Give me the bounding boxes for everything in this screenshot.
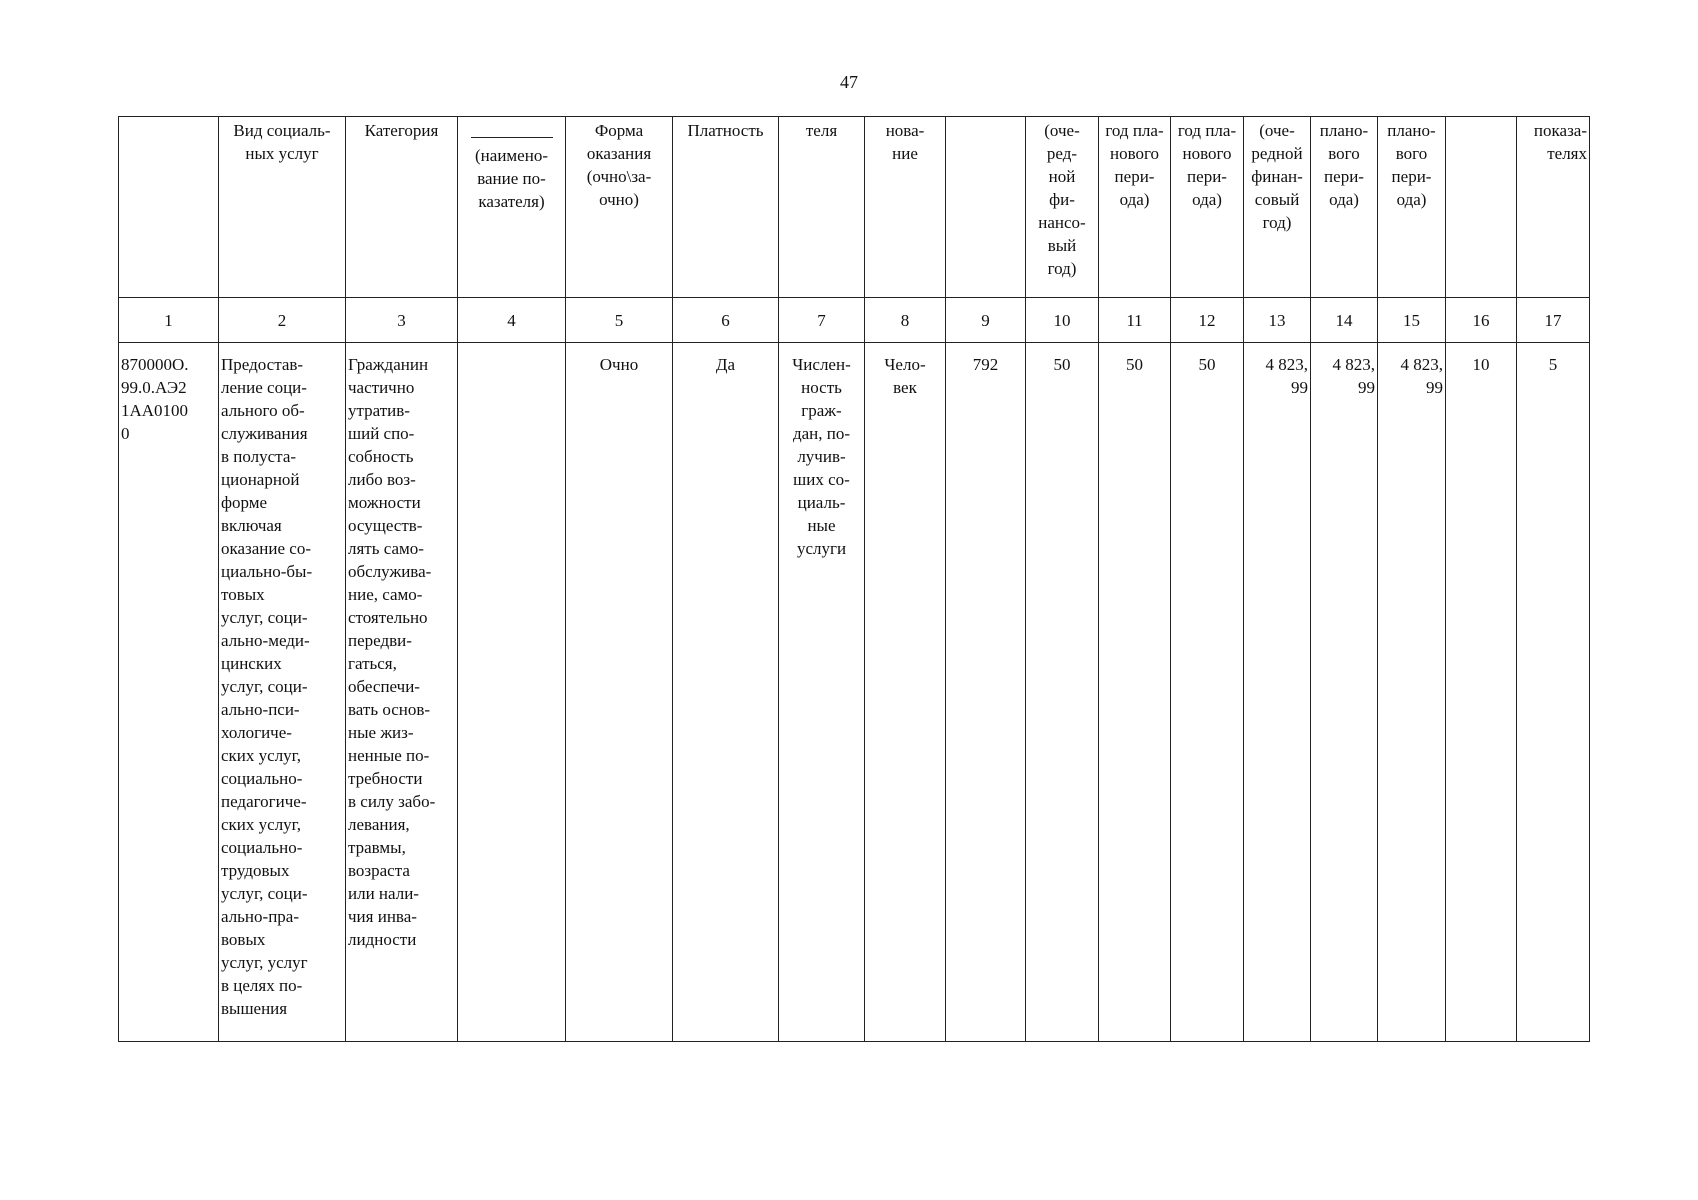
header-row xyxy=(119,117,1590,298)
value-cell-16: 10 xyxy=(1446,343,1517,1042)
column-number: 1 xyxy=(119,298,219,343)
value-cell-13: 4 823, 99 xyxy=(1244,343,1311,1042)
value-cell-17: 5 xyxy=(1517,343,1590,1042)
value-cell-12: 50 xyxy=(1171,343,1244,1042)
header-cell-1 xyxy=(119,117,219,298)
column-number: 8 xyxy=(865,298,946,343)
value-cell-9: 792 xyxy=(946,343,1026,1042)
column-number: 4 xyxy=(458,298,566,343)
header-cell-8: нова- ние xyxy=(865,117,946,298)
column-number-row xyxy=(119,298,1590,343)
value-cell-14: 4 823, 99 xyxy=(1311,343,1378,1042)
column-number: 11 xyxy=(1099,298,1171,343)
indicator-cell: Числен- ность граж- дан, по- лучив- ших со- циаль- ные услуги xyxy=(779,343,865,1042)
column-number: 7 xyxy=(779,298,865,343)
header-cell-14: плано- вого пери- ода) xyxy=(1311,117,1378,298)
column-number: 17 xyxy=(1517,298,1590,343)
header-cell-13: (оче- редной финан- совый год) xyxy=(1244,117,1311,298)
column-number: 12 xyxy=(1171,298,1244,343)
header-cell-7: теля xyxy=(779,117,865,298)
column-number: 3 xyxy=(346,298,458,343)
column-number: 16 xyxy=(1446,298,1517,343)
page-number: 47 xyxy=(840,72,858,92)
header-cell-16 xyxy=(1446,117,1517,298)
registry-code-cell: 870000О. 99.0.АЭ2 1АА0100 0 xyxy=(119,343,219,1042)
header-cell-10: (оче- ред- ной фи- нансо- вый год) xyxy=(1026,117,1099,298)
column-number: 5 xyxy=(566,298,673,343)
header-cell-2: Вид социаль- ных услуг xyxy=(219,117,346,298)
table-row xyxy=(119,343,1590,1042)
column-number: 14 xyxy=(1311,298,1378,343)
header-cell-17: показа- телях xyxy=(1517,117,1590,298)
form-cell: Очно xyxy=(566,343,673,1042)
column-number: 10 xyxy=(1026,298,1099,343)
header-cell-5: Форма оказания (очно\за- очно) xyxy=(566,117,673,298)
service-type-cell: Предостав- ление соци- ального об- служивания в полуста- ционарной форме включая оказание со- циально-бы- товых услуг, соци- ально-меди- цинских услуг, соци- ально-пси- хологиче- ских услуг, социально- педагогиче- ских услуг, социально- трудовых услуг, соци- ально-пра- вовых услуг, услуг в целях по- вышения xyxy=(219,343,346,1042)
header-rule xyxy=(471,137,553,138)
indicators-table xyxy=(118,116,1590,1042)
header-cell-9 xyxy=(946,117,1026,298)
header-cell-6: Платность xyxy=(673,117,779,298)
column-number: 15 xyxy=(1378,298,1446,343)
unit-cell: Чело- век xyxy=(865,343,946,1042)
indicator-name-cell xyxy=(458,343,566,1042)
column-number: 2 xyxy=(219,298,346,343)
column-number: 13 xyxy=(1244,298,1311,343)
value-cell-15: 4 823, 99 xyxy=(1378,343,1446,1042)
column-number: 6 xyxy=(673,298,779,343)
payment-cell: Да xyxy=(673,343,779,1042)
category-cell: Гражданин частично утратив- ший спо- собность либо воз- можности осуществ- лять само- обслужива- ние, само- стоятельно передви- гаться, обеспечи- вать основ- ные жиз- ненные по- требности в силу забо- левания, травмы, возраста или нали- чия инва- лидности xyxy=(346,343,458,1042)
header-cell-4: (наимено- вание по- казателя) xyxy=(458,117,566,298)
header-cell-15: плано- вого пери- ода) xyxy=(1378,117,1446,298)
header-cell-11: год пла- нового пери- ода) xyxy=(1099,117,1171,298)
value-cell-11: 50 xyxy=(1099,343,1171,1042)
column-number: 9 xyxy=(946,298,1026,343)
header-cell-12: год пла- нового пери- ода) xyxy=(1171,117,1244,298)
value-cell-10: 50 xyxy=(1026,343,1099,1042)
header-cell-3: Категория xyxy=(346,117,458,298)
